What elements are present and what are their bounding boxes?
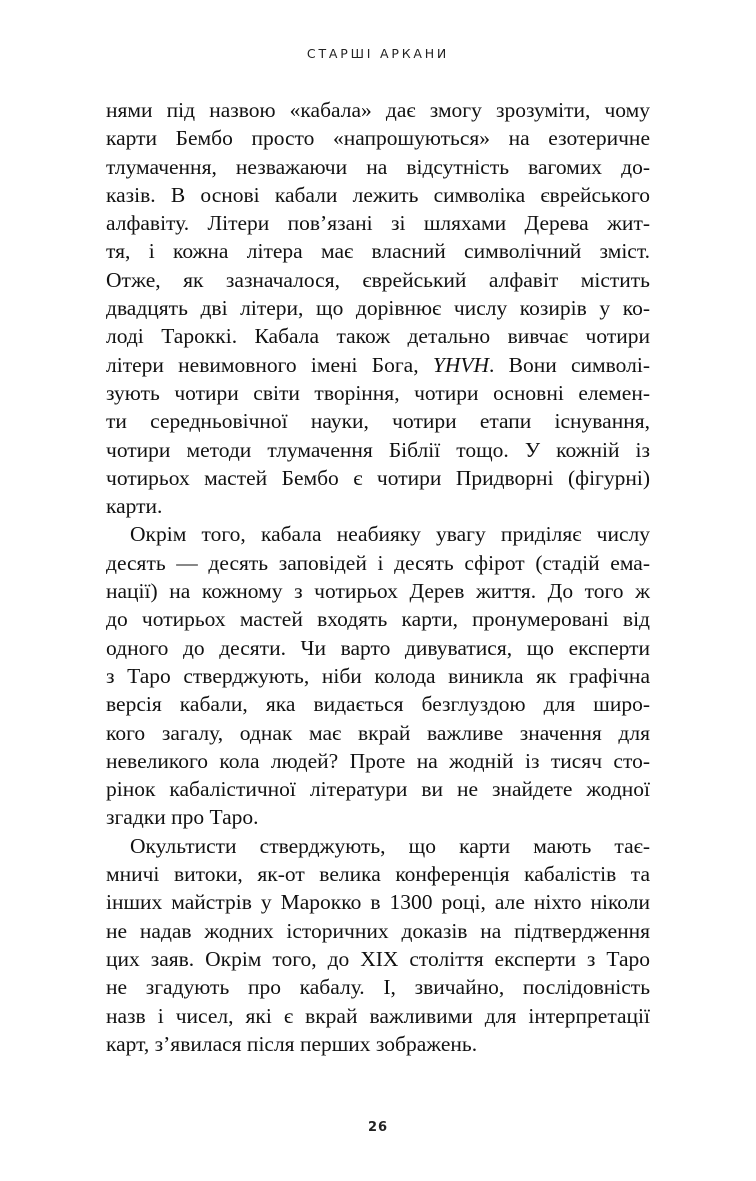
- text-line: інших майстрів у Марокко в 1300 році, але ніхто ніколи: [106, 890, 650, 915]
- text-line: нями під назвою «кабала» дає змогу зрозуміти, чому: [106, 98, 650, 122]
- body-text: [106, 96, 650, 1058]
- text-line: згадки про Таро.: [106, 805, 259, 830]
- text-line: рінок кабалістичної літератури ви не знайдете жодної: [106, 777, 650, 802]
- text-line: версія кабали, яка видається безглуздою для широ-: [106, 692, 650, 717]
- text-line: не згадують про кабалу. І, звичайно, послідовність: [106, 975, 650, 1000]
- text-line: карти.: [106, 494, 163, 519]
- italic-term: YHVH: [432, 352, 490, 377]
- text-line: алфавіту. Літери пов’язані зі шляхами Дерева жит-: [106, 211, 650, 236]
- text-line: казів. В основі кабали лежить символіка єврейського: [106, 182, 650, 207]
- text-line: лоді Тароккі. Кабала також детально вивчає чотири: [106, 324, 650, 349]
- text-line: чотирьох мастей Бембо є чотири Придворні (фігурні): [106, 465, 650, 490]
- text-line: з Таро стверджують, ніби колода виникла як графічна: [106, 663, 650, 688]
- text-line: мничі витоки, як-от велика конференція кабалістів та: [106, 862, 650, 887]
- text-line: Отже, як зазначалося, єврейський алфавіт містить: [106, 267, 650, 292]
- text-fragment: літери невимовного імені Бога,: [106, 352, 433, 377]
- text-line: карт, з’явилася після перших зображень.: [106, 1031, 478, 1056]
- text-line: карти Бембо просто «напрошуються» на езотеричне: [106, 126, 650, 151]
- text-line: назв і чисел, які є вкрай важливими для інтерпретації: [106, 1003, 650, 1028]
- text-line: до чотирьох мастей входять карти, пронумеровані від: [106, 607, 650, 632]
- text-line: Окрім того, кабала неабияку увагу приділяє числу: [130, 522, 650, 547]
- text-line: тя, і кожна літера має власний символічний зміст.: [106, 239, 650, 264]
- text-line: одного до десяти. Чи варто дивуватися, що експерти: [106, 635, 650, 660]
- text-line: чотири методи тлумачення Біблії тощо. У кожній із: [106, 437, 650, 462]
- text-line: зують чотири світи творіння, чотири основні елемен-: [106, 380, 650, 405]
- text-line: невеликого кола людей? Проте на жодній із тисяч сто-: [106, 748, 650, 773]
- text-line: двадцять дві літери, що дорівнює числу козирів у ко-: [106, 296, 650, 321]
- text-line: ти середньовічної науки, чотири етапи існування,: [106, 409, 650, 434]
- running-head: СТАРШІ АРКАНИ: [306, 46, 450, 61]
- text-line: Окультисти стверджують, що карти мають тає-: [130, 833, 650, 858]
- text-fragment: . Вони символі-: [489, 352, 650, 377]
- text-line: нації) на кожному з чотирьох Дерев життя. До того ж: [106, 579, 650, 604]
- text-line: [106, 351, 650, 379]
- text-line: не надав жодних історичних доказів на підтвердження: [106, 918, 650, 943]
- text-line: тлумачення, незважаючи на відсутність вагомих до-: [106, 154, 650, 179]
- text-line: кого загалу, однак має вкрай важливе значення для: [106, 720, 650, 745]
- text-line: цих заяв. Окрім того, до XIX століття експерти з Таро: [106, 946, 650, 971]
- text-line: десять — десять заповідей і десять сфірот (стадій ема-: [106, 550, 650, 575]
- page-number: 26: [367, 1120, 389, 1135]
